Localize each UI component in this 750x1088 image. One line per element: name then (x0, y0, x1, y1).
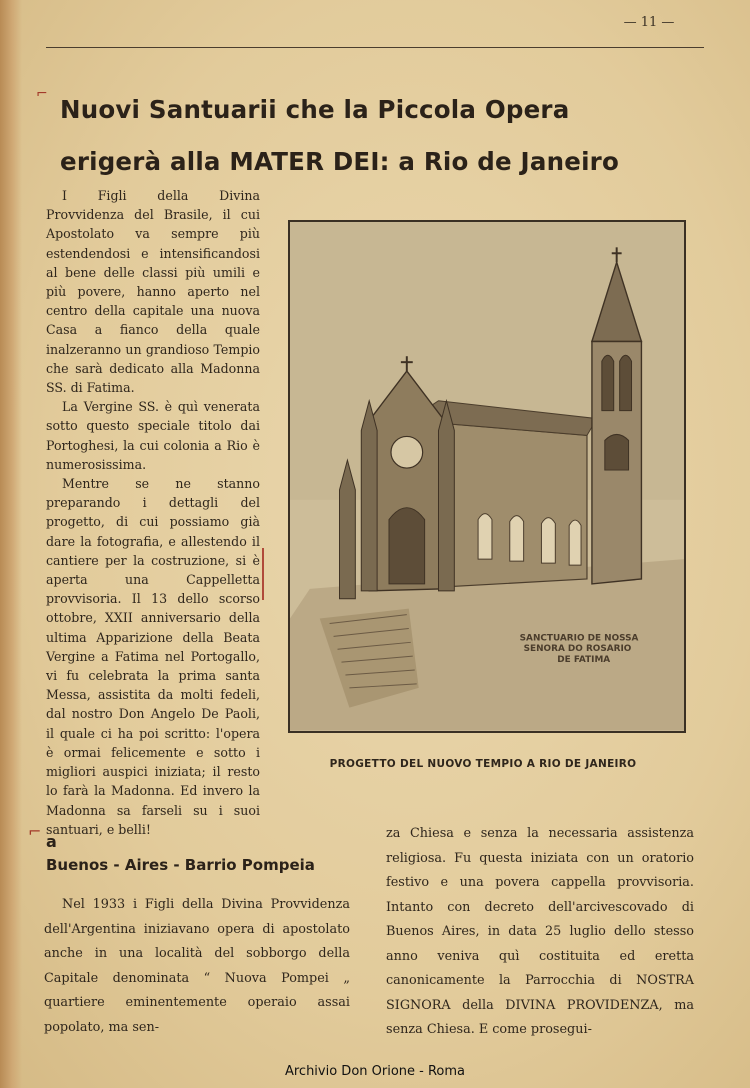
inscription-line: DE FATIMA (557, 655, 611, 666)
church-illustration (288, 220, 686, 733)
title-line-2: erigerà alla MATER DEI: a Rio de Janeiro (60, 147, 619, 176)
paragraph: La Vergine SS. è quì venerata sotto questo speciale titolo dai Portoghesi, la cui colonia a Rio è numerosissima. (46, 399, 260, 472)
page-number: — 11 — (623, 15, 675, 30)
paragraph: Nel 1933 i Figli della Divina Provvidenza dell'Argentina iniziavano opera di apostolato anche in una località del sobborgo della Capitale denominata “ Nuova Pompei „ quartiere eminentemente operaio assai popolato, ma sen- (44, 897, 350, 1035)
header-rule (46, 47, 704, 48)
inscription-line: SENORA DO ROSARIO (523, 644, 632, 655)
section-title: Buenos - Aires - Barrio Pompeia (46, 856, 315, 874)
church-drawing (290, 222, 684, 731)
paragraph: Mentre se ne stanno preparando i dettagli del progetto, di cui possiamo già dare la fotografia, e allestendo il cantiere per la costruzione, si è aperta una Cappelletta provvisoria. Il 13 dello scorso ottobre, XXII anniversario della ultima Apparizione della Beata Vergine a Fatima nel Portogallo, vi fu celebrata la prima santa Messa, assistita da molti fedeli, dal nostro Don Angelo De Paoli, il quale ci ha poi scritto: l'opera è ormai felicemente e sotto i migliori auspici iniziata; il resto lo farà la Madonna. Ed invero la Madonna sa farseli su i suoi santuari, e belli! (46, 476, 260, 837)
paragraph: za Chiesa e senza la necessaria assistenza religiosa. Fu questa iniziata con un oratorio festivo e una povera cappella provvisoria. Intanto con decreto dell'arcivescovado di Buenos Aires, in data 25 luglio dello stesso anno veniva quì costituita ed eretta canonicamente la Parrocchia di NOSTRA SIGNORA della DIVINA PROVIDENZA, ma senza Chiesa. E come prosegui- (386, 826, 694, 1037)
article-buenos-aires-left (44, 893, 350, 1040)
section-prefix: a (46, 832, 57, 851)
inscription-line: SANCTUARIO DE NOSSA (519, 633, 639, 644)
article-title (60, 84, 710, 188)
binding-shadow (0, 0, 22, 1088)
pencil-mark-icon: ⌐ (28, 822, 42, 841)
title-line-1: Nuovi Santuarii che la Piccola Opera (60, 95, 570, 124)
figure-caption: PROGETTO DEL NUOVO TEMPIO A RIO DE JANEIRO (329, 758, 637, 770)
pencil-mark-icon: ⌐ (36, 86, 48, 102)
pencil-margin-line (262, 548, 264, 600)
article-buenos-aires-right (386, 822, 694, 1043)
article-rio-text (46, 186, 260, 839)
archive-watermark: Archivio Don Orione - Roma (284, 1064, 466, 1079)
paragraph: I Figli della Divina Provvidenza del Brasile, il cui Apostolato va sempre più estendendosi e intensificandosi al bene delle classi più umili e più povere, hanno aperto nel centro della capitale una nuova Casa a fianco della quale inalzeranno un grandioso Tempio che sarà dedicato alla Madonna SS. di Fatima. (46, 188, 260, 396)
